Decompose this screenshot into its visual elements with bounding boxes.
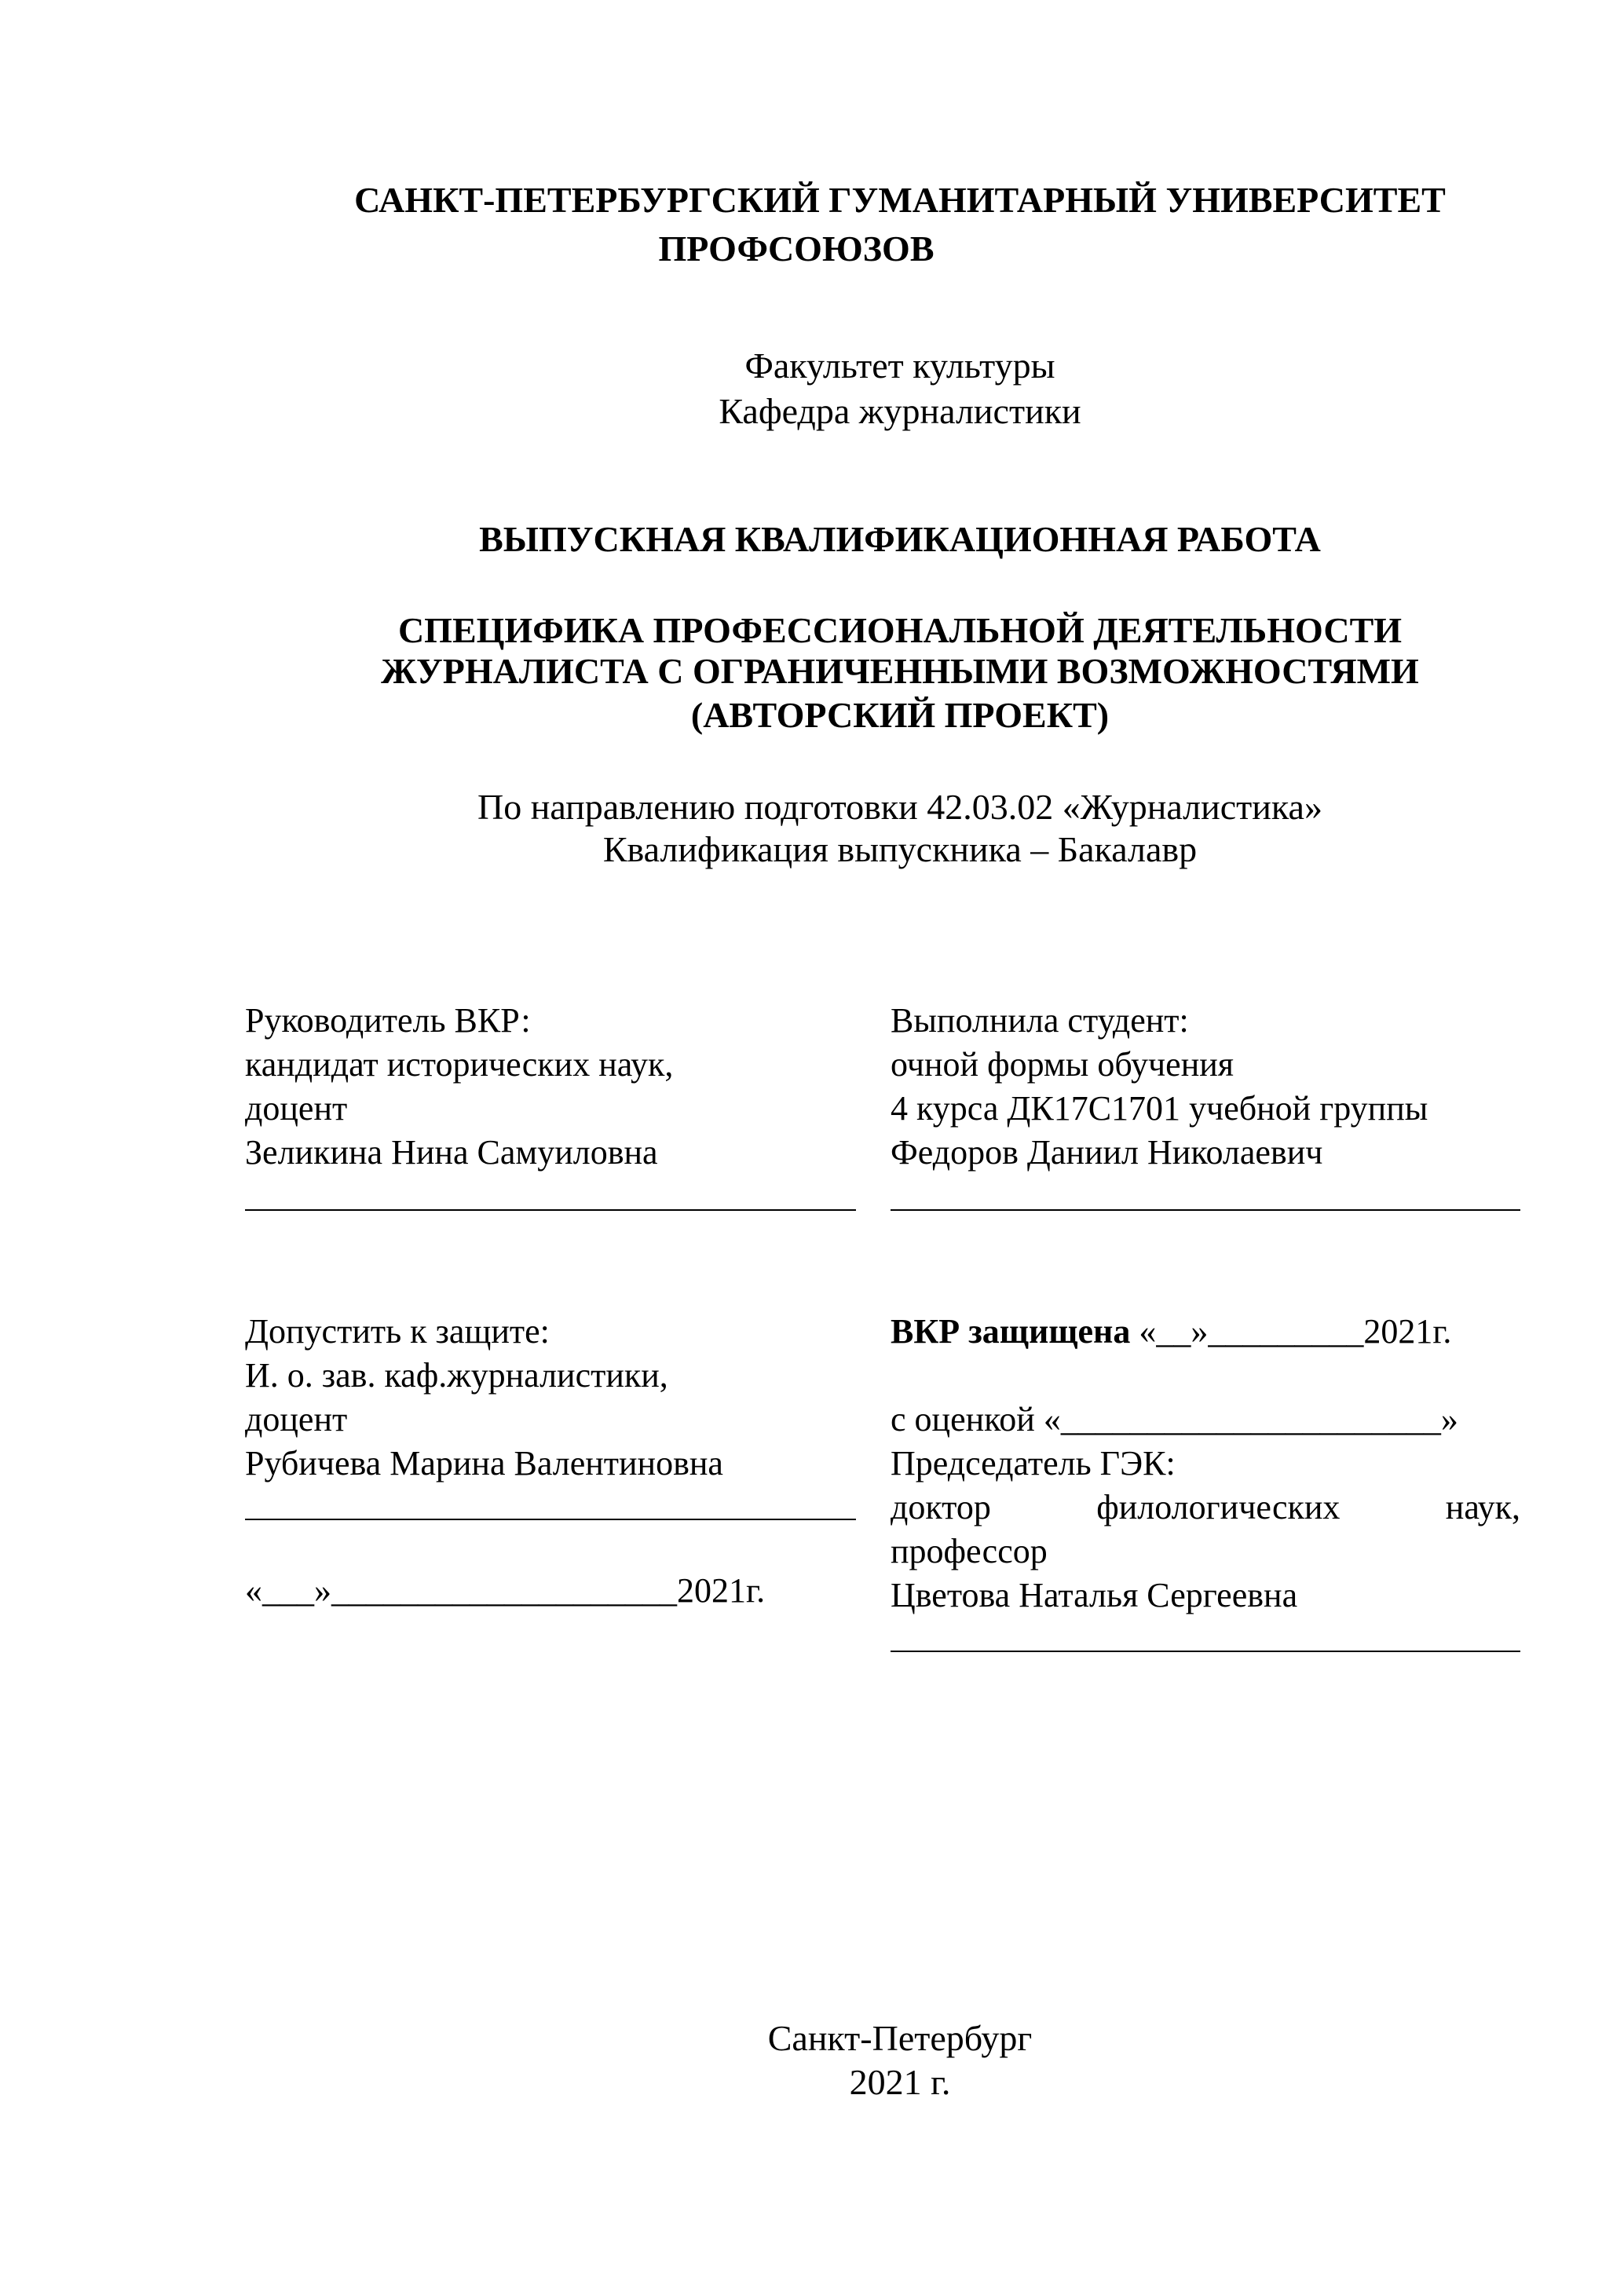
chair-signature-line (891, 1651, 1520, 1652)
supervisor-position: доцент (245, 1089, 348, 1128)
defense-status (891, 1310, 1451, 1354)
admission-name: Рубичева Марина Валентиновна (245, 1444, 723, 1483)
university-name-line2: ПРОФСОЮЗОВ (658, 229, 935, 269)
student-name: Федоров Даниил Николаевич (891, 1133, 1323, 1172)
supervisor-label: Руководитель ВКР: (245, 1001, 531, 1040)
supervisor-name: Зеликина Нина Самуиловна (245, 1133, 658, 1172)
thesis-title-line3: (АВТОРСКИЙ ПРОЕКТ) (690, 695, 1110, 735)
chair-degree-word-3: наук, (1445, 1488, 1520, 1526)
university-name-line1: САНКТ-ПЕТЕРБУРГСКИЙ ГУМАНИТАРНЫЙ УНИВЕРСИТЕТ (354, 180, 1446, 220)
admission-role: И. о. зав. каф.журналистики, (245, 1356, 668, 1395)
chair-label: Председатель ГЭК: (891, 1444, 1176, 1483)
direction: По направлению подготовки 42.03.02 «Журналистика» (477, 787, 1322, 827)
student-form: очной формы обучения (891, 1045, 1234, 1084)
footer-year: 2021 г. (849, 2062, 951, 2102)
department: Кафедра журналистики (719, 391, 1081, 431)
footer-city: Санкт-Петербург (767, 2018, 1033, 2058)
supervisor-signature-line (245, 1209, 856, 1211)
student-label: Выполнила студент: (891, 1001, 1189, 1040)
student-signature-line (891, 1209, 1520, 1211)
qualification: Квалификация выпускника – Бакалавр (602, 829, 1198, 869)
student-group: 4 курса ДК17С1701 учебной группы (891, 1089, 1428, 1128)
supervisor-degree: кандидат исторических наук, (245, 1045, 674, 1084)
chair-degree-word-2: филологических (1096, 1488, 1341, 1526)
thesis-title-line2: ЖУРНАЛИСТА С ОГРАНИЧЕННЫМИ ВОЗМОЖНОСТЯМИ (381, 651, 1419, 691)
admission-position: доцент (245, 1400, 348, 1439)
admission-signature-line (245, 1519, 856, 1520)
chair-title: профессор (891, 1532, 1048, 1570)
work-type: ВЫПУСКНАЯ КВАЛИФИКАЦИОННАЯ РАБОТА (479, 519, 1321, 559)
faculty: Факультет культуры (744, 345, 1055, 386)
defense-grade: с оценкой «______________________» (891, 1400, 1458, 1439)
admission-date: «___»____________________2021г. (245, 1571, 766, 1610)
defense-label: ВКР защищена (891, 1312, 1131, 1351)
chair-degree (891, 1486, 1520, 1530)
defense-date: «__»_________2021г. (1130, 1312, 1452, 1351)
chair-degree-word-1: доктор (891, 1488, 991, 1526)
chair-name: Цветова Наталья Сергеевна (891, 1576, 1298, 1614)
thesis-title-line1: СПЕЦИФИКА ПРОФЕССИОНАЛЬНОЙ ДЕЯТЕЛЬНОСТИ (397, 610, 1403, 650)
admission-label: Допустить к защите: (245, 1312, 550, 1351)
